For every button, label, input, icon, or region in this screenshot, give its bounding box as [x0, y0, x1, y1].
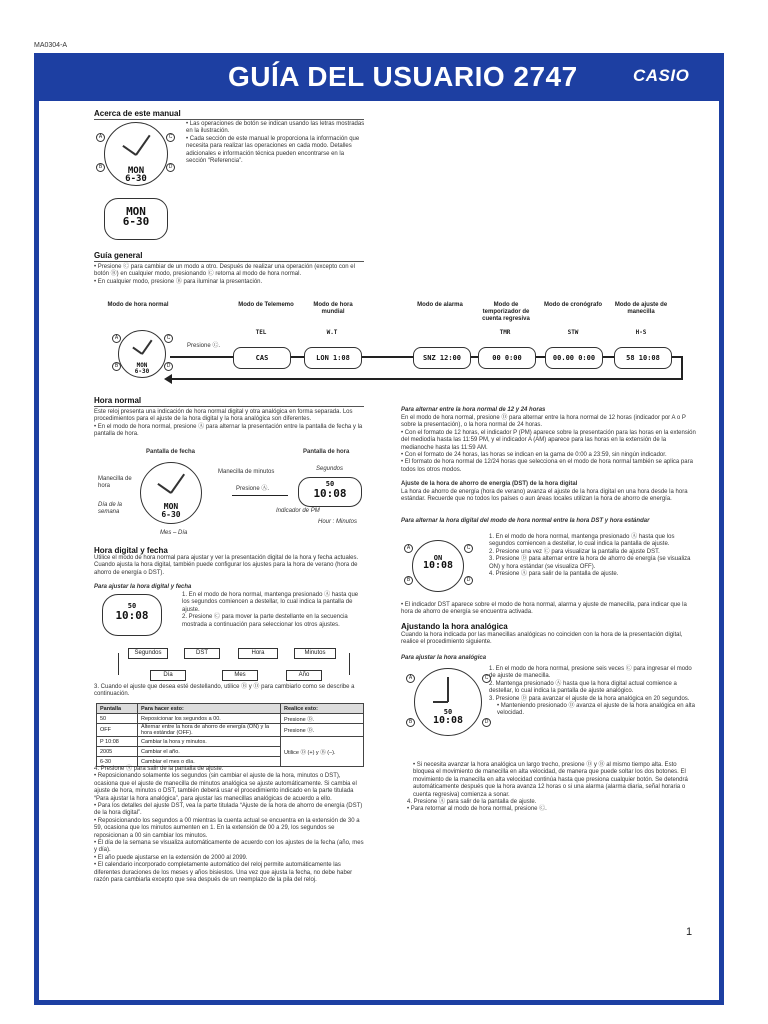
button-d-label: D	[464, 576, 473, 585]
mode-label: Modo de temporizador de cuenta regresiva	[482, 302, 530, 322]
general-rule	[94, 261, 364, 262]
h12-para: • Con el formato de 12 horas, el indicador P (PM) aparece sobre la presentación para las horas en la extensión del mediodía hasta las 11:59 PM, y el indicador A (AM) aparece para las horas en la extensión de la medianoche hasta las 11:59 AM.	[401, 429, 696, 451]
button-b-label: B	[406, 718, 415, 727]
analog-notes	[407, 762, 697, 814]
minute-hand	[141, 340, 152, 355]
mode-display-text: SNZ 12:00	[423, 354, 461, 362]
h12-para: En el modo de hora normal, presione Ⓓ para alternar entre la hora normal de 12 horas (indicador por A o P sobre la presentación), o la hora normal de 24 horas.	[401, 415, 686, 429]
watch-lcd	[115, 167, 157, 183]
fig-seconds: Segundos	[316, 466, 344, 472]
fig-hour-min: Hour : Minutos	[318, 519, 358, 525]
about-heading: Acerca de este manual	[94, 109, 181, 118]
hour-hand	[132, 347, 142, 355]
dst-step: 3. Presione Ⓓ para alternar entre la hora de ahorro de energía (se visualiza ON) y hora estándar (se visualiza OFF).	[489, 556, 691, 570]
mode-display-hand-adjust	[614, 347, 672, 369]
about-rule	[94, 119, 364, 120]
lcd-time: 10:08	[115, 609, 149, 622]
dst-watch	[412, 540, 464, 592]
digital-step: 1. En el modo de hora normal, mantenga presionado Ⓐ hasta que los segundos comiencen a destellar, lo cual indica la pantalla de ajuste.	[182, 592, 359, 613]
watch-lcd	[153, 503, 189, 519]
table-cell: Cambiar el año.	[138, 747, 281, 757]
table-header: Pantalla	[97, 704, 138, 714]
mode-return-line	[170, 378, 682, 380]
normal-text	[94, 409, 364, 439]
table-cell: Cambiar el mes o día.	[138, 757, 281, 767]
return-arrow-head	[164, 374, 172, 384]
general-bullet: • En cualquier modo, presione Ⓑ para iluminar la presentación.	[94, 278, 263, 285]
digital-step: 2. Presione Ⓒ para mover la parte destellante en la secuencia mostrada a continuación para seleccionar los otros ajustes.	[182, 614, 348, 628]
hour-hand	[157, 483, 171, 494]
button-a-label: A	[406, 674, 415, 683]
lcd-day: MON	[127, 166, 145, 176]
watch-lcd	[417, 554, 459, 570]
lcd-time: 10:08	[313, 487, 347, 500]
analog-step: 1. En el modo de hora normal, presione seis veces Ⓒ para ingresar el modo de ajuste de manecilla.	[489, 666, 692, 680]
seq-box: DST	[184, 648, 220, 659]
mode-indicator: STW	[567, 329, 579, 336]
mode-label: Modo de hora normal	[107, 302, 169, 308]
digital-heading: Hora digital y fecha	[94, 546, 168, 555]
digital-note: • El calendario incorporado completamente automático del reloj permite automáticamente las diferentes duraciones de los meses y años bisiestos. Una vez que ajusta la fecha, no debe haber razón para cambiarla excepto que sea después de un reemplazo de la pila del reloj.	[94, 862, 353, 884]
analog-steps	[489, 666, 699, 718]
lcd-time: 10:08	[432, 715, 464, 726]
digital-note: • Para los detalles del ajuste DST, vea la parte titulada “Ajuste de la hora de ahorro de energía (DST) de la hora digital”.	[94, 803, 363, 817]
table-cell: Utilice Ⓓ (+) y Ⓑ (–).	[281, 737, 364, 767]
general-text	[94, 264, 364, 286]
mode-display-text: 58 10:08	[626, 354, 660, 362]
lcd-seconds: 50	[443, 708, 453, 716]
lcd-day: MON	[126, 205, 146, 218]
button-c-label: C	[166, 133, 175, 142]
dst-steps	[489, 534, 699, 578]
button-c-label: C	[464, 544, 473, 553]
lcd-dst: ON	[433, 554, 443, 562]
analog-note: • Si necesita avanzar la hora analógica un largo trecho, presione Ⓓ y Ⓑ al mismo tiempo alta. Esto bloquea el movimiento de manecilla en alta velocidad, de manera que puede soltar los dos botones. El movimiento de la manecilla en alta velocidad continúa hasta que presiona cualquier botón. Se detendrá automáticamente después que la hora avanza 12 horas o si una alarma (alarma diaria, señal horaria o cuenta regresiva) comienza a sonar.	[413, 762, 688, 798]
mode-indicator: TEL	[255, 329, 267, 336]
digital-watch	[102, 594, 162, 636]
analog-proc-title: Para ajustar la hora analógica	[401, 655, 487, 661]
mode-display-stopwatch	[545, 347, 603, 369]
table-cell: P 10:08	[97, 737, 138, 747]
digital-step3: 3. Cuando el ajuste que desea esté destellando, utilice Ⓑ y Ⓓ para cambiarlo como se describe a continuación.	[94, 684, 355, 698]
table-cell: Presione Ⓓ.	[281, 724, 364, 737]
lcd-date: 6-30	[122, 215, 150, 228]
page-number: 1	[686, 926, 693, 938]
watch-illustration	[104, 122, 168, 186]
fig-weekday: Día de la semana	[98, 502, 123, 516]
table-cell: Cambiar la hora y minutos.	[138, 737, 281, 747]
normal-bullet: • En el modo de hora normal, presione Ⓐ para alternar la presentación entre la pantalla de fecha y la pantalla de hora.	[94, 423, 363, 438]
mode-label: Modo de ajuste de manecilla	[614, 302, 668, 315]
minute-hand	[170, 474, 185, 494]
minute-hand	[447, 677, 449, 702]
button-b-label: B	[112, 362, 121, 371]
button-b-label: B	[96, 163, 105, 172]
button-c-label: C	[482, 674, 491, 683]
about-bullet: • Las operaciones de botón se indican usando las letras mostradas en la ilustración.	[186, 121, 365, 135]
watch-lcd	[111, 207, 161, 227]
mode-display-text: LON 1:08	[316, 354, 350, 362]
digital-proc-title: Para ajustar la hora digital y fecha	[94, 584, 192, 590]
button-a-label: A	[96, 133, 105, 142]
mode-label: Modo de cronógrafo	[544, 302, 602, 308]
dst-step: 1. En el modo de hora normal, mantenga presionado Ⓐ hasta que los segundos comiencen a destellar, lo cual indica la pantalla de ajuste.	[489, 534, 675, 548]
table-header-row	[97, 704, 364, 714]
analog-note: 4. Presione Ⓐ para salir de la pantalla de ajuste.	[407, 799, 537, 806]
mode-indicator: TMR	[499, 329, 511, 336]
fig-time-display	[298, 477, 362, 507]
seq-box: Minutos	[294, 648, 336, 659]
dst-text: La hora de ahorro de energía (hora de verano) avanza el ajuste de la hora digital en una hora desde la hora estándar. Recuerde que no todos los países o aun áreas locales utilizan la hora de ahorro de energía.	[401, 489, 688, 503]
table-row	[97, 724, 364, 737]
brand-logo: CASIO	[633, 66, 690, 85]
table-header: Para hacer esto:	[138, 704, 281, 714]
button-d-label: D	[482, 718, 491, 727]
document-id: MA0304-A	[34, 42, 68, 49]
h12-text	[401, 415, 697, 474]
mode-display-text: CAS	[255, 354, 269, 362]
mode-display-telememo	[233, 347, 291, 369]
dst-proc-title: Para alternar la hora digital del modo de hora normal entre la hora DST y hora estándar	[401, 518, 650, 524]
fig-month-day: Mes – Día	[160, 530, 188, 536]
mode-indicator: H-S	[635, 329, 647, 336]
lcd-time: 10:08	[422, 560, 454, 571]
table-row	[97, 714, 364, 724]
digital-notes	[94, 766, 364, 885]
minute-hand	[135, 135, 150, 156]
normal-rule	[94, 406, 364, 407]
mode-label: Modo de alarma	[417, 302, 463, 308]
hour-hand	[122, 145, 136, 156]
lcd-seconds: 50	[325, 480, 335, 488]
digital-note: 4. Presione Ⓐ para salir de la pantalla de ajuste.	[94, 766, 224, 772]
about-text	[186, 121, 366, 165]
general-bullet: • Presione Ⓒ para cambiar de un modo a otro. Después de realizar una operación (excepto con el botón Ⓑ) en cualquier modo, presionando Ⓒ retorna al modo de hora normal.	[94, 264, 355, 278]
press-c-label: Presione Ⓒ.	[187, 343, 221, 349]
button-a-label: A	[404, 544, 413, 553]
analog-heading: Ajustando la hora analógica	[401, 622, 508, 631]
button-c-label: C	[164, 334, 173, 343]
lcd-day: MON	[136, 362, 148, 369]
mode-display-text: 00 0:00	[492, 354, 522, 362]
mode-display-text: 00.00 0:00	[552, 354, 596, 362]
fig-hour-hand: Manecilla de hora	[98, 476, 132, 490]
lcd-day: MON	[163, 502, 179, 511]
button-d-label: D	[164, 362, 173, 371]
general-heading: Guía general	[94, 251, 143, 260]
digital-intro: Utilice el modo de hora normal para ajustar y ver la presentación digital de la hora y fecha actuales. Cuando ajusta la hora digital, también puede configurar los ajustes para la hora de verano (hora de ahorro de energía o DST).	[94, 555, 359, 576]
fig-date-screen: Pantalla de fecha	[146, 449, 196, 455]
lcd-date: 6-30	[134, 368, 150, 375]
lcd-date: 6-30	[125, 174, 147, 184]
settings-table	[96, 703, 364, 767]
seq-box: Segundos	[128, 648, 168, 659]
table-cell: 50	[97, 714, 138, 724]
digital-note: • El día de la semana se visualiza automáticamente de acuerdo con los ajustes de la fecha (año, mes y día).	[94, 840, 364, 854]
fig-minute-hand: Manecilla de minutos	[218, 469, 275, 475]
button-d-label: D	[166, 163, 175, 172]
mode-label: Modo de hora mundial	[313, 302, 353, 315]
analog-step: 3. Presione Ⓓ para avanzar el ajuste de la hora analógica en 20 segundos.	[489, 695, 690, 702]
mode-indicator: W.T	[326, 329, 338, 336]
mode-display-world	[304, 347, 362, 369]
mode-display-alarm	[413, 347, 471, 369]
seq-box: Hora	[238, 648, 278, 659]
lcd-seconds: 50	[127, 602, 137, 610]
fig-arrow	[232, 495, 288, 496]
analog-watch	[414, 668, 482, 736]
analog-step: 2. Mantenga presionado Ⓐ hasta que la hora digital actual comience a destellar, lo cual indica la pantalla de ajuste analógico.	[489, 680, 677, 695]
table-cell: Alternar entre la hora de ahorro de energía (ON) y la hora estándar (OFF).	[138, 724, 281, 737]
hour-hand	[433, 701, 448, 703]
about-bullet: • Cada sección de este manual le proporciona la información que necesita para realizar las operaciones en cada modo. Detalles adicionales e información técnica pueden encontrarse en la sección “Referencia”.	[186, 135, 360, 165]
seq-box: Mes	[222, 670, 258, 681]
analog-step: • Manteniendo presionado Ⓓ avanza el ajuste de la hora analógica en alta velocidad.	[497, 703, 695, 717]
digital-note: • Reposicionando solamente los segundos (sin cambiar el ajuste de la hora, minutos o DST), ocasiona que el ajuste de manecilla de minutos analógica se ajuste automáticamente. Si cambia el ajuste de hora, minutos o DST, también deberá usar el procedimiento indicado en la parte titulada “Para ajustar la hora analógica”, para ajustar las manecillas analógicas de acuerdo a ello.	[94, 773, 357, 802]
digital-steps	[182, 592, 364, 629]
table-header: Realice esto:	[281, 704, 364, 714]
analog-note: • Para retornar al modo de hora normal, presione Ⓒ.	[407, 806, 547, 813]
digital-note: • Reposicionando los segundos a 00 mientras la cuenta actual se encuentra en la extensión de 30 a 59, ocasiona que los minutos aumenten en 1. En la extensión de 00 a 29, los segundos se reposicionan a 00 sin cambiar los minutos.	[94, 817, 360, 839]
table-cell: Presione Ⓓ.	[281, 714, 364, 724]
watch-lcd	[127, 363, 157, 375]
table-cell: Reposicionar los segundos a 00.	[138, 714, 281, 724]
dst-step: 4. Presione Ⓐ para salir de la pantalla de ajuste.	[489, 571, 619, 578]
dst-title: Ajuste de la hora de ahorro de energía (DST) de la hora digital	[401, 481, 578, 487]
fig-time-screen: Pantalla de hora	[303, 449, 350, 455]
analog-intro: Cuando la hora indicada por las manecillas analógicas no coinciden con la hora de la presentación digital, realice el procedimiento siguiente.	[401, 632, 683, 646]
button-a-label: A	[112, 334, 121, 343]
h12-para: • Con el formato de 24 horas, las horas se indican en la gama de 0:00 a 23:59, sin ningún indicador.	[401, 452, 667, 459]
table-cell: OFF	[97, 724, 138, 737]
mode-flow-connector	[681, 356, 683, 380]
lcd-date: 6-30	[161, 510, 181, 519]
seq-box: Año	[286, 670, 322, 681]
table-cell: 6-30	[97, 757, 138, 767]
mode-watch-normal	[118, 330, 166, 378]
table-row	[97, 737, 364, 747]
seq-box: Día	[150, 670, 186, 681]
fig-watch	[140, 462, 202, 524]
digital-note: • El año puede ajustarse en la extensión de 2000 al 2099.	[94, 854, 248, 861]
page-title: GUÍA DEL USUARIO 2747	[228, 61, 578, 92]
table-cell: 2005	[97, 747, 138, 757]
watch-lcd	[429, 709, 467, 726]
h12-para: • El formato de hora normal de 12/24 horas que selecciona en el modo de hora normal también se aplica para todos los otros modos.	[401, 459, 693, 473]
h12-title: Para alternar entre la hora normal de 12 y 24 horas	[401, 407, 546, 413]
dst-step: 2. Presione una vez Ⓒ para visualizar la pantalla de ajuste DST.	[489, 548, 660, 555]
seq-connector	[118, 653, 350, 675]
normal-intro: Este reloj presenta una indicación de hora normal digital y otra analógica en forma separada. Los procedimientos para el ajuste de la hora digital y la hora analógica son diferentes.	[94, 409, 353, 423]
fig-pm: Indicador de PM	[276, 508, 320, 514]
fig-press-a: Presione Ⓐ.	[236, 486, 270, 492]
watch-illustration-small	[104, 198, 168, 240]
dst-note: • El indicador DST aparece sobre el modo de hora normal, alarma y ajuste de manecilla, para indicar que la hora de ahorro de energía se encuentra activada.	[401, 602, 687, 616]
normal-heading: Hora normal	[94, 396, 142, 405]
button-b-label: B	[404, 576, 413, 585]
mode-display-timer	[478, 347, 536, 369]
mode-label: Modo de Telememo	[238, 302, 294, 308]
